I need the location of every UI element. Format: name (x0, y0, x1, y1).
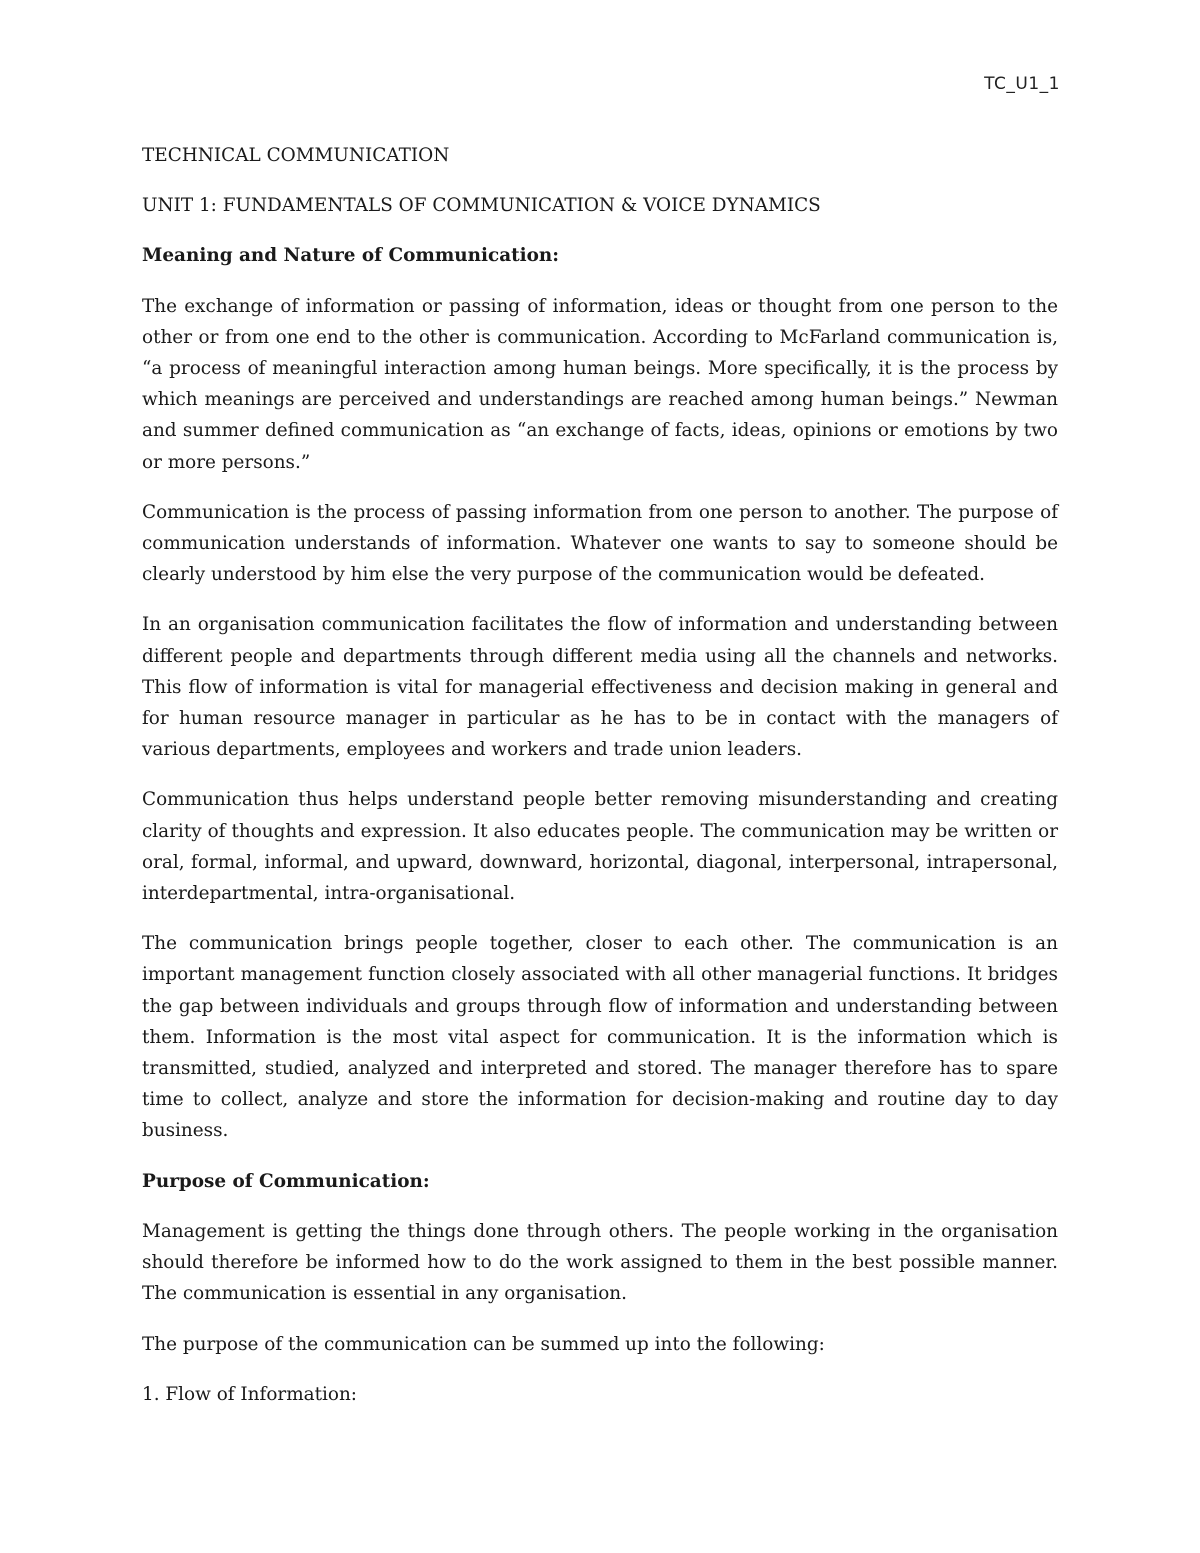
section-heading-purpose: Purpose of Communication: (142, 1170, 430, 1192)
paragraph: Communication thus helps understand people better removing misunderstanding and creating clarity of thoughts and expression. It also educates people. The communication may be written or oral, formal, informal, and upward, downward, horizontal, diagonal, interpersonal, intrapersonal, interdepartmental, intra-organisational. (142, 789, 1058, 905)
document-title: TECHNICAL COMMUNICATION (142, 145, 450, 166)
paragraph: In an organisation communication facilitates the flow of information and understanding between different people and departments through different media using all the channels and networks. This flow of information is vital for managerial effectiveness and decision making in general and for human resource manager in particular as he has to be in contact with the managers of various departments, employees and workers and trade union leaders. (142, 614, 1058, 761)
paragraph: Communication is the process of passing information from one person to another. The purpose of communication understands of information. Whatever one wants to say to someone should be clearly understood by him else the very purpose of the communication would be defeated. (142, 501, 1058, 586)
list-item-heading: 1. Flow of Information: (142, 1383, 357, 1405)
paragraph: The communication brings people together, closer to each other. The communication is an important management function closely associated with all other managerial functions. It bridges the gap between individuals and groups through flow of information and understanding between them. Information is the most vital aspect for communication. It is the information which is transmitted, studied, analyzed and interpreted and stored. The manager therefore has to spare time to collect, analyze and store the information for decision-making and routine day to day business. (142, 933, 1058, 1142)
document-body (142, 140, 1058, 1429)
page-code: TC_U1_1 (984, 74, 1060, 94)
section-heading-meaning: Meaning and Nature of Communication: (142, 245, 560, 267)
paragraph: The purpose of the communication can be summed up into the following: (142, 1333, 825, 1355)
unit-title: UNIT 1: FUNDAMENTALS OF COMMUNICATION & VOICE DYNAMICS (142, 195, 821, 217)
paragraph: Management is getting the things done through others. The people working in the organisation should therefore be informed how to do the work assigned to them in the best possible manner. The communication is essential in any organisation. (142, 1220, 1058, 1305)
paragraph: The exchange of information or passing of information, ideas or thought from one person to the other or from one end to the other is communication. According to McFarland communication is, “a process of meaningful interaction among human beings. More specifically, it is the process by which meanings are perceived and understandings are reached among human beings.” Newman and summer defined communication as “an exchange of facts, ideas, opinions or emotions by two or more persons.” (142, 295, 1058, 473)
